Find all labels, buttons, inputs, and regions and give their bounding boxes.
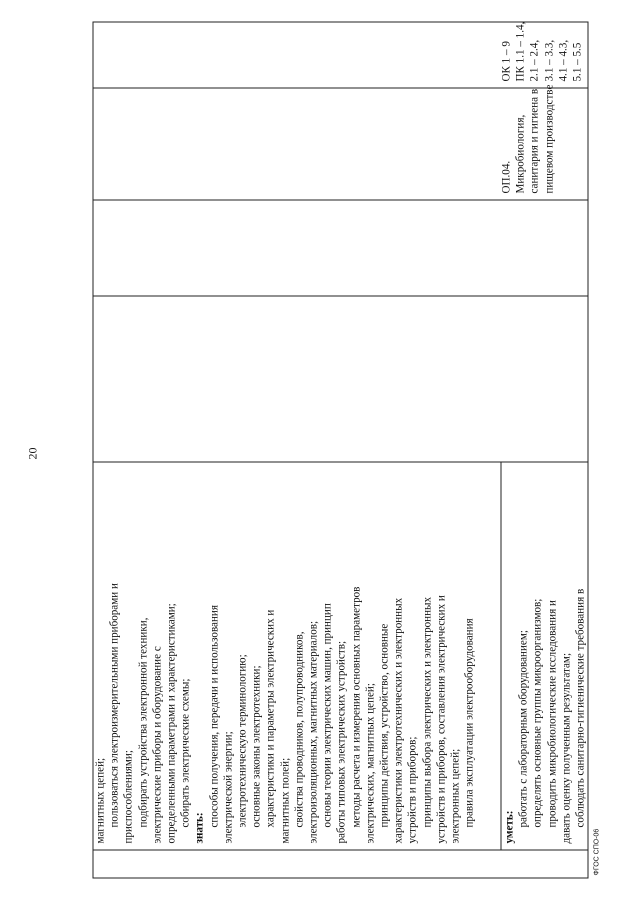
competency-codes xyxy=(499,21,584,81)
text-line: проводить микробиологические исследования и xyxy=(545,599,558,827)
knowledge-skills-cell xyxy=(93,462,588,850)
text-line: магнитных полей; xyxy=(278,757,291,843)
text-line: характеристики электротехнических и электронных xyxy=(392,597,405,843)
text-line: пользоваться электроизмерительными приборами и xyxy=(108,582,121,827)
footer-code: ФГОС СПО-06 xyxy=(593,828,600,875)
text-line: свойства проводников, полупроводников, xyxy=(292,631,305,827)
curriculum-table xyxy=(92,21,588,878)
discipline-line: Микробиология, xyxy=(514,114,527,193)
text-line: методы расчета и измерения основных параметров xyxy=(349,586,362,827)
text-line: электронных цепей; xyxy=(449,748,462,843)
text-line: устройств и приборов, составления электрических и xyxy=(434,594,447,843)
discipline-name xyxy=(499,84,556,193)
text-line: знать: xyxy=(193,811,206,843)
col-hours-max xyxy=(93,296,588,462)
col-index xyxy=(93,850,588,878)
text-line: уметь: xyxy=(503,810,515,843)
text-line: основные законы электротехники; xyxy=(250,664,263,827)
col-hours-class xyxy=(93,200,588,296)
code-line: ПК 1.1 – 1.4, xyxy=(514,21,527,81)
discipline-line: ОП.04. xyxy=(500,160,512,193)
text-line: определять основные группы микроорганизмов; xyxy=(531,598,544,827)
text-line: правила эксплуатации электрооборудования xyxy=(463,617,476,827)
text-line: электротехническую терминологию; xyxy=(236,653,249,827)
competence-text xyxy=(93,468,500,843)
text-line: работать с лабораторным оборудованием; xyxy=(517,629,530,827)
codes-cell xyxy=(93,22,588,88)
text-line: характеристики и параметры электрических и xyxy=(264,609,277,827)
text-line: устройств и приборов; xyxy=(406,735,419,843)
code-line: 5.1 – 5.5 xyxy=(571,42,584,81)
code-line: 4.1 – 4.3, xyxy=(556,39,569,81)
page-number: 20 xyxy=(25,447,39,459)
text-line: принципы действия, устройство, основные xyxy=(378,623,391,827)
text-line: определенными параметрами и характеристиками; xyxy=(165,602,178,843)
text-line: давать оценку полученным результатам; xyxy=(559,652,572,843)
text-line: электрические приборы и оборудование с xyxy=(150,645,163,843)
discipline-cell xyxy=(93,84,588,200)
code-line: 2.1 – 2.4, xyxy=(528,39,541,81)
text-line: электроизоляционных, магнитных материалов; xyxy=(307,620,320,843)
text-line: магнитных цепей; xyxy=(94,757,106,843)
text-line: способы получения, передачи и использования xyxy=(207,604,220,827)
skills-text xyxy=(501,468,587,843)
text-line: соблюдать санитарно-гигиенические требования в xyxy=(574,588,587,827)
discipline-line: санитария и гигиена в xyxy=(528,88,541,193)
code-line: ОК 1 – 9 xyxy=(500,40,512,81)
text-line: собирать электрические схемы; xyxy=(179,678,192,827)
discipline-line: пищевом производстве xyxy=(542,84,555,193)
text-line: электрических, магнитных цепей; xyxy=(363,682,376,843)
text-line: подбирать устройства электронной техники, xyxy=(136,617,149,827)
text-line: электрической энергии; xyxy=(221,730,234,843)
text-line: приспособлениями; xyxy=(122,749,135,843)
text-line: основы теории электрических машин, принцип xyxy=(321,602,334,827)
text-line: принципы выбора электрических и электронных xyxy=(420,596,433,827)
text-line: работы типовых электрических устройств; xyxy=(335,640,348,843)
code-line: 3.1 – 3.3, xyxy=(542,39,555,81)
